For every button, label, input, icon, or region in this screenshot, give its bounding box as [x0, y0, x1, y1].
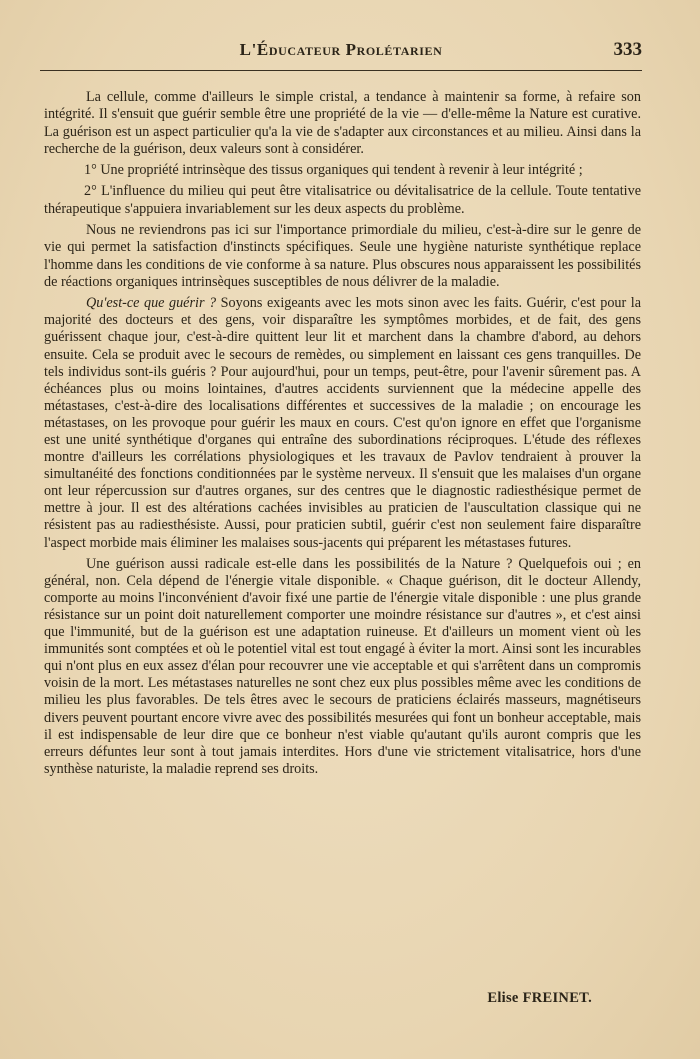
paragraph-item-2: 2° L'influence du milieu qui peut être vitalisatrice ou dévitalisatrice de la cellule. Toute tentative thérapeutique s'appuiera invariablement sur les deux aspects du problème.: [44, 183, 641, 217]
page-number: 333: [613, 39, 642, 60]
running-title: L'Éducateur Prolétarien: [239, 40, 443, 59]
paragraph-radicale: Une guérison aussi radicale est-elle dans les possibilités de la Nature ? Quelquefois oui ; en général, non. Cela dépend de l'énergie vitale disponible. « Chaque guérison, dit le docteur Allendy, comporte au moins l'inconvénient d'avoir fixé une partie de l'énergie vitale disponible : une plus grande résistance sur un point doit naturellement comporter une moindre résistance sur d'autres », et c'est ainsi que l'immunité, but de la guérison est une adaptation ruineuse. Et d'ailleurs un moment vient où les immunités sont comptées et où le potentiel vital est tout engagé à éviter la mort. Ainsi sont les incurables qui n'ont plus en eux assez d'élan pour recouvrer une vie acceptable et qui s'arrêtent dans un compromis voisin de la mort. Les métastases naturelles ne sont chez eux plus possibles même avec les conditions de milieu les plus favorables. De tels êtres avec le secours de praticiens éclairés masseurs, magnétiseurs divers peuvent pourtant encore vivre avec des possibilités mesurées qui font un bonheur acceptable, mais il est indispensable de leur dire que ce bonheur n'est viable qu'autant qu'ils auront compris que les erreurs défuntes leur sont à tout jamais interdites. Hors d'une vie strictement vitalisatrice, hors d'une synthèse naturiste, la maladie reprend ses droits.: [44, 555, 641, 777]
paragraph-milieu: Nous ne reviendrons pas ici sur l'importance primordiale du milieu, c'est-à-dire sur le genre de vie qui permet la satisfaction d'instincts spécifiques. Seule une hygiène naturiste synthétique replace l'homme dans les conditions de vie conforme à sa nature. Plus obscures nous apparaissent les possibilités de réactions organiques intrinsèques susceptibles de nous délivrer de la maladie.: [44, 222, 641, 290]
paragraph-item-1: 1° Une propriété intrinsèque des tissus organiques qui tendent à revenir à leur intégrité ;: [84, 162, 583, 179]
paragraph-lead-question: Qu'est-ce que guérir ?: [86, 295, 217, 312]
page-header: [40, 36, 642, 71]
article-body: [44, 89, 641, 782]
paragraph-guerir: [44, 295, 641, 551]
paragraph-intro: La cellule, comme d'ailleurs le simple cristal, a tendance à maintenir sa forme, à refaire son intégrité. Il s'ensuit que guérir semble être une propriété de la vie — d'elle-même la Nature est curative. La guérison est un aspect particulier qu'a la vie de s'adapter aux circonstances et au milieu. Ainsi dans la recherche de la guérison, deux valeurs sont à considérer.: [44, 89, 641, 157]
author-signature: Elise FREINET.: [487, 990, 592, 1006]
paragraph-guerir-text: Soyons exigeants avec les mots sinon avec les faits. Guérir, c'est pour la majorité des docteurs et des gens, voir disparaître les symptômes morbides, et de fait, des gens guérissent chaque jour, c'est-à-dire quittent leur lit et marchent dans la chambre d'abord, au dehors ensuite. Cela se produit avec le secours de remèdes, ou simplement en laissant ces gens tranquilles. De tels individus sont-ils guéris ? Pour aujourd'hui, pour un temps, peut-être, pour l'avenir sûrement pas. A échéances plus ou moins lointaines, d'autres accidents surviennent que la médecine appelle des métastases, c'est-à-dire des localisations différentes et successives de la maladie ; on encourage les métastases, on les provoque pour guérir les maux en cours. C'est qu'on ignore en effet que l'organisme est une unité synthétique d'organes qui entraîne des subordinations réciproques. L'étude des réflexes montre d'ailleurs les corrélations physiologiques et les travaux de Pavlov tendraient à prouver la simultanéité des fonctions conditionnées par le système nerveux. Il s'ensuit que les malaises d'un organe ont leur répercussion sur d'autres organes, sur des centres que le diagnostic radiesthésique permet de mettre à jour. Il est des altérations cachées invisibles au praticien de l'auscultation classique qui ne résistent pas au radiesthésiste. Aussi, pour praticien subtil, guérir c'est non seulement faire disparaître l'aspect morbide mais éliminer les malaises sous-jacents qui préparent les métastases futures.: [44, 295, 642, 551]
